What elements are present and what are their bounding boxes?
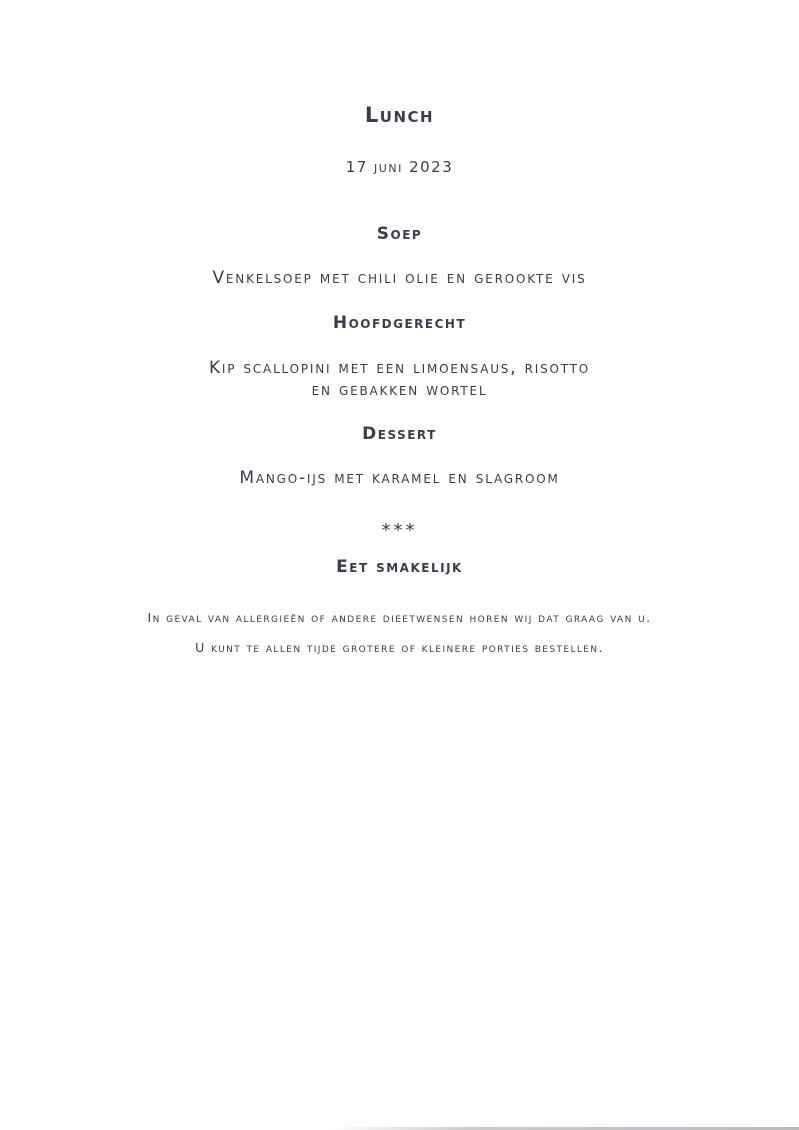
allergy-note: In geval van allergieën of andere dieetwensen horen wij dat graag van u. bbox=[147, 610, 652, 625]
dish-line: en gebakken wortel bbox=[311, 380, 488, 400]
closing-text: Eet smakelijk bbox=[336, 557, 463, 577]
course-dish-dessert: Mango-ijs met karamel en slagroom bbox=[239, 468, 560, 488]
course-heading-dessert: Dessert bbox=[362, 424, 437, 444]
course-heading-hoofdgerecht: Hoofdgerecht bbox=[332, 313, 467, 333]
course-dish-soep: Venkelsoep met chili olie en gerookte vis bbox=[212, 268, 587, 288]
menu-date: 17 juni 2023 bbox=[345, 158, 454, 176]
course-heading-soep: Soep bbox=[376, 224, 423, 244]
course-dish-hoofdgerecht bbox=[0, 357, 799, 401]
dish-line: Kip scallopini met een limoensaus, risotto bbox=[208, 358, 591, 378]
separator-stars: *** bbox=[381, 520, 418, 541]
menu-title: Lunch bbox=[364, 103, 435, 127]
portion-note: U kunt te allen tijde grotere of kleinere porties bestellen. bbox=[195, 640, 604, 655]
